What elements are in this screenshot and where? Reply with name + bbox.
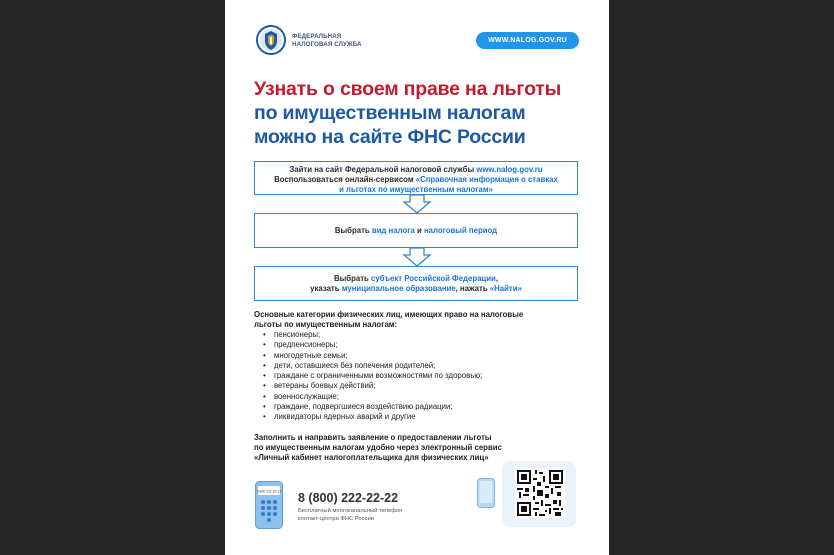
step3-text2: ,: [495, 274, 498, 283]
nalog-site-link[interactable]: www.nalog.gov.ru: [476, 165, 543, 174]
step1-text2: Воспользоваться онлайн-сервисом: [274, 175, 416, 184]
categories-heading-line2: льготы по имущественным налогам:: [254, 320, 398, 329]
list-item: • дети, оставшиеся без попечения родителей;: [263, 361, 482, 371]
poster-page: [225, 0, 609, 555]
step2-text1: Выбрать: [334, 226, 372, 235]
list-item: • граждане с ограниченными возможностями по здоровью;: [263, 371, 482, 381]
step3-text4: , нажать: [455, 284, 490, 293]
phone-desc-line2: контакт-центра ФНС России: [298, 516, 374, 522]
qr-code-icon[interactable]: [515, 468, 565, 518]
website-button[interactable]: WWW.NALOG.GOV.RU: [476, 32, 579, 49]
phone-description: [298, 507, 448, 523]
down-arrow-icon: [402, 194, 432, 214]
step-2-box: [254, 213, 578, 248]
categories-heading-line1: Основные категории физических лиц, имеющих право на налоговые: [254, 310, 524, 319]
application-text: [254, 433, 584, 463]
phone-number[interactable]: 8 (800) 222-22-22: [298, 491, 399, 505]
step3-text3: указать: [310, 284, 342, 293]
title-line3: можно на сайте ФНС России: [254, 126, 526, 148]
page-title: [254, 77, 594, 149]
step3-text1: Выбрать: [334, 274, 371, 283]
categories-list: [263, 330, 482, 423]
down-arrow-icon: [402, 247, 432, 267]
list-item: • ветераны боевых действий;: [263, 381, 482, 391]
region-highlight: субъект Российской Федерации: [370, 274, 496, 283]
list-item: • военнослужащие;: [263, 392, 482, 402]
fns-emblem-icon: [256, 25, 286, 55]
phone-keypad-icon: [255, 481, 283, 529]
step1-text1: Зайти на сайт Федеральной налоговой службы: [289, 165, 477, 174]
org-name-line2: НАЛОГОВАЯ СЛУЖБА: [292, 41, 362, 48]
list-item: • граждане, подвергшиеся воздействию радиации;: [263, 402, 482, 412]
org-name-line1: ФЕДЕРАЛЬНАЯ: [292, 33, 342, 40]
list-item: • предпенсионеры;: [263, 340, 482, 350]
find-highlight: «Найти»: [489, 284, 522, 293]
list-item: • ликвидаторы ядерных аварий и другие: [263, 412, 482, 422]
list-item: • пенсионеры;: [263, 330, 482, 340]
smartphone-icon: [477, 478, 495, 508]
list-item: • многодетные семьи;: [263, 351, 482, 361]
title-line2: по имущественным налогам: [254, 102, 526, 124]
org-name: [292, 33, 362, 49]
service-link-part2[interactable]: и льготах по имущественным налогам»: [339, 185, 493, 194]
phone-screen-number: 8 800 222 22 22: [256, 489, 282, 494]
tax-period-highlight: налоговый период: [423, 226, 498, 235]
categories-heading: [254, 310, 574, 330]
service-link-part1[interactable]: «Справочная информация о ставках: [415, 175, 558, 184]
step-3-box: [254, 266, 578, 301]
tax-type-highlight: вид налога: [371, 226, 415, 235]
municipality-highlight: муниципальное образование: [341, 284, 456, 293]
title-line1: Узнать о своем праве на льготы: [254, 78, 562, 100]
application-line3: «Личный кабинет налогоплательщика для физических лиц»: [254, 453, 489, 462]
application-line2: по имущественным налогам удобно через электронный сервис: [254, 443, 502, 452]
phone-desc-line1: Бесплатный многоканальный телефон: [298, 508, 403, 514]
step2-text2: и: [414, 226, 424, 235]
step-1-box: [254, 161, 578, 195]
application-line1: Заполнить и направить заявление о предоставлении льготы: [254, 433, 492, 442]
